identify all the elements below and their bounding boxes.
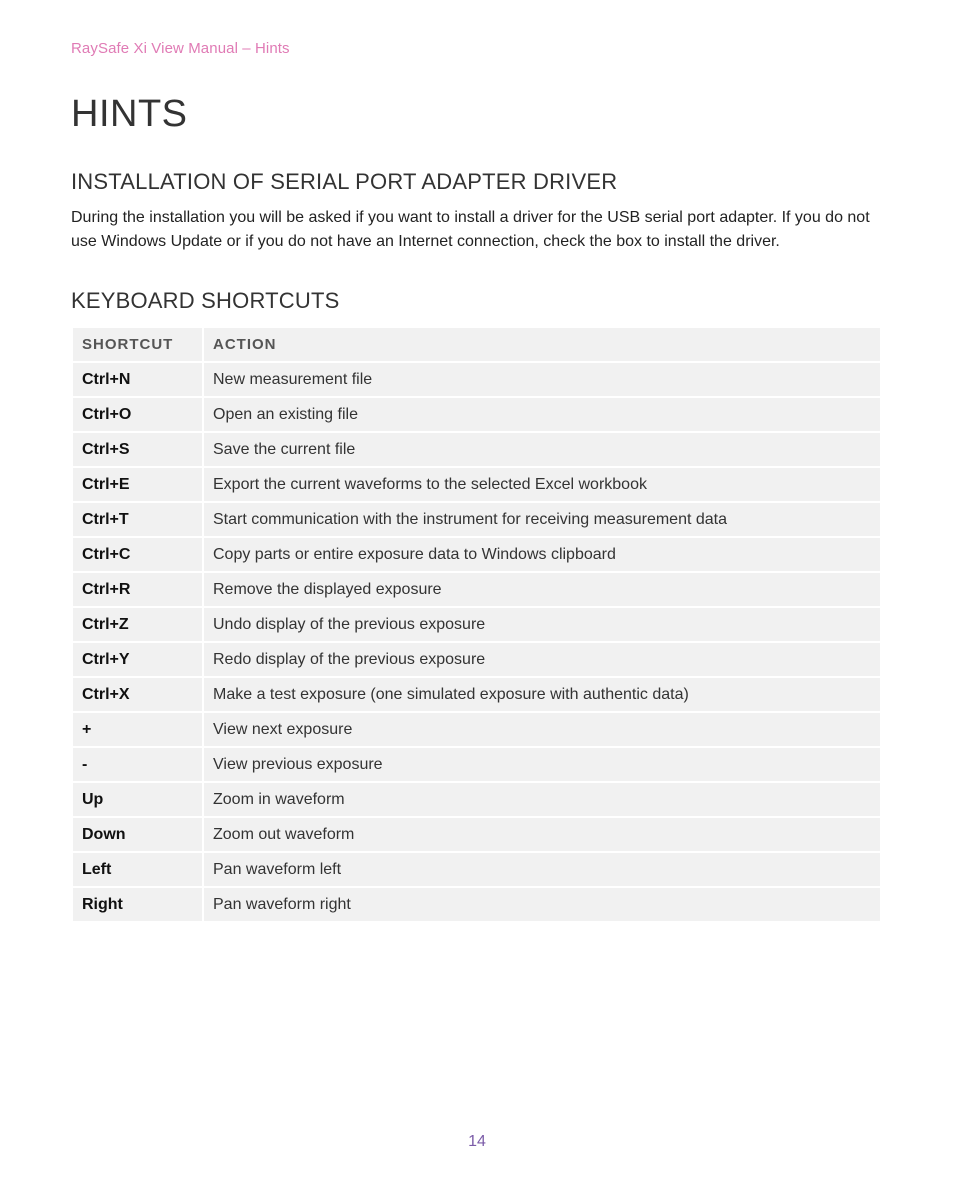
shortcut-key: Ctrl+R bbox=[73, 573, 202, 606]
shortcut-key: + bbox=[73, 713, 202, 746]
shortcut-key: Ctrl+E bbox=[73, 468, 202, 501]
shortcut-key: Ctrl+S bbox=[73, 433, 202, 466]
shortcut-key: - bbox=[73, 748, 202, 781]
table-row bbox=[73, 748, 880, 781]
shortcut-action: View next exposure bbox=[204, 713, 880, 746]
column-header-shortcut: SHORTCUT bbox=[73, 328, 202, 361]
table-row bbox=[73, 608, 880, 641]
shortcut-key: Ctrl+X bbox=[73, 678, 202, 711]
shortcut-key: Ctrl+C bbox=[73, 538, 202, 571]
shortcut-key: Right bbox=[73, 888, 202, 921]
table-row bbox=[73, 643, 880, 676]
shortcut-key: Up bbox=[73, 783, 202, 816]
page-number: 14 bbox=[468, 1133, 486, 1150]
table-row bbox=[73, 818, 880, 851]
shortcut-action: Pan waveform right bbox=[204, 888, 880, 921]
page-title: HINTS bbox=[71, 93, 188, 135]
shortcut-key: Left bbox=[73, 853, 202, 886]
table-row bbox=[73, 573, 880, 606]
table-row bbox=[73, 713, 880, 746]
shortcut-key: Ctrl+N bbox=[73, 363, 202, 396]
shortcut-action: Open an existing file bbox=[204, 398, 880, 431]
table-row bbox=[73, 783, 880, 816]
shortcut-action: View previous exposure bbox=[204, 748, 880, 781]
installation-body: During the installation you will be asked if you want to install a driver for the USB serial port adapter. If you do not use Windows Update or if you do not have an Internet connection, check the box to install the driver. bbox=[71, 209, 870, 250]
table-row bbox=[73, 468, 880, 501]
shortcut-key: Ctrl+Y bbox=[73, 643, 202, 676]
table-row bbox=[73, 503, 880, 536]
shortcut-action: Start communication with the instrument for receiving measurement data bbox=[204, 503, 880, 536]
table-row bbox=[73, 433, 880, 466]
shortcut-action: Remove the displayed exposure bbox=[204, 573, 880, 606]
table-row bbox=[73, 538, 880, 571]
table-row bbox=[73, 363, 880, 396]
shortcuts-table bbox=[71, 326, 882, 923]
shortcut-action: Make a test exposure (one simulated exposure with authentic data) bbox=[204, 678, 880, 711]
shortcut-action: Save the current file bbox=[204, 433, 880, 466]
table-row bbox=[73, 888, 880, 921]
shortcut-key: Down bbox=[73, 818, 202, 851]
shortcut-action: Copy parts or entire exposure data to Windows clipboard bbox=[204, 538, 880, 571]
shortcut-key: Ctrl+Z bbox=[73, 608, 202, 641]
running-header: RaySafe Xi View Manual – Hints bbox=[71, 40, 290, 57]
shortcut-action: New measurement file bbox=[204, 363, 880, 396]
shortcut-action: Zoom in waveform bbox=[204, 783, 880, 816]
shortcut-action: Export the current waveforms to the selected Excel workbook bbox=[204, 468, 880, 501]
installation-heading: INSTALLATION OF SERIAL PORT ADAPTER DRIVER bbox=[71, 169, 618, 194]
column-header-action: ACTION bbox=[204, 328, 880, 361]
shortcut-action: Redo display of the previous exposure bbox=[204, 643, 880, 676]
keyboard-shortcuts-heading: KEYBOARD SHORTCUTS bbox=[71, 288, 340, 313]
table-row bbox=[73, 398, 880, 431]
shortcut-action: Pan waveform left bbox=[204, 853, 880, 886]
table-row bbox=[73, 853, 880, 886]
shortcut-action: Undo display of the previous exposure bbox=[204, 608, 880, 641]
table-header-row bbox=[73, 328, 880, 361]
shortcut-key: Ctrl+T bbox=[73, 503, 202, 536]
shortcut-key: Ctrl+O bbox=[73, 398, 202, 431]
table-row bbox=[73, 678, 880, 711]
shortcut-action: Zoom out waveform bbox=[204, 818, 880, 851]
